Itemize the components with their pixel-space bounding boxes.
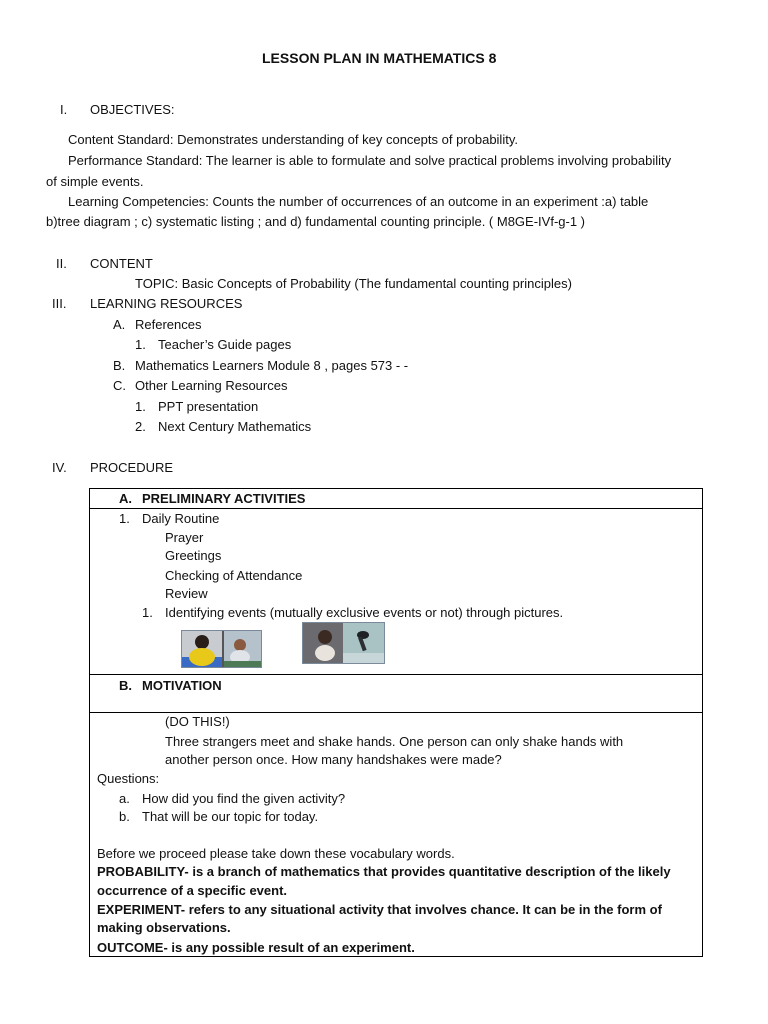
motivation-heading: MOTIVATION	[142, 678, 222, 693]
activity-line1: Three strangers meet and shake hands. One person can only shake hands with	[165, 734, 624, 749]
experiment-definition-line2: making observations.	[97, 920, 231, 935]
list-marker: A.	[119, 491, 132, 506]
table-divider	[89, 712, 703, 713]
daily-routine-label: Daily Routine	[142, 511, 220, 526]
page-title: LESSON PLAN IN MATHEMATICS 8	[262, 50, 497, 66]
performance-standard-line2: of simple events.	[46, 174, 144, 189]
section-number: III.	[52, 296, 67, 311]
list-marker: a.	[119, 791, 130, 806]
procedure-heading: PROCEDURE	[90, 460, 174, 475]
content-standard: Content Standard: Demonstrates understanding of key concepts of probability.	[68, 132, 518, 147]
list-marker: C.	[113, 378, 126, 393]
vocab-intro: Before we proceed please take down these vocabulary words.	[97, 846, 455, 861]
probability-definition-line2: occurrence of a specific event.	[97, 883, 288, 898]
list-marker: 2.	[135, 419, 146, 434]
probability-definition-line1: PROBABILITY- is a branch of mathematics that provides quantitative description of the likely	[97, 864, 671, 879]
objectives-heading: OBJECTIVES:	[90, 102, 175, 117]
teachers-guide-label: Teacher’s Guide pages	[158, 337, 292, 352]
next-century-label: Next Century Mathematics	[158, 419, 312, 434]
list-marker: 1.	[135, 337, 146, 352]
do-this-label: (DO THIS!)	[165, 714, 230, 729]
routine-item: Review	[165, 586, 208, 601]
event-picture	[181, 630, 262, 668]
performance-standard-line1: Performance Standard: The learner is able to formulate and solve practical problems involving probability	[68, 153, 672, 168]
questions-label: Questions:	[97, 771, 160, 786]
section-number: IV.	[52, 460, 67, 475]
experiment-definition-line1: EXPERIMENT- refers to any situational activity that involves chance. It can be in the form of	[97, 902, 662, 917]
outcome-definition: OUTCOME- is any possible result of an experiment.	[97, 940, 415, 955]
section-number: II.	[56, 256, 67, 271]
event-picture	[302, 622, 385, 664]
list-marker: b.	[119, 809, 130, 824]
routine-item: Greetings	[165, 548, 222, 563]
topic: TOPIC: Basic Concepts of Probability (The fundamental counting principles)	[135, 276, 572, 291]
references-label: References	[135, 317, 202, 332]
list-marker: 1.	[142, 605, 153, 620]
event-picture-graphic	[182, 631, 261, 667]
list-marker: B.	[119, 678, 132, 693]
list-marker: B.	[113, 358, 126, 373]
table-divider	[89, 674, 703, 675]
content-heading: CONTENT	[90, 256, 153, 271]
list-marker: A.	[113, 317, 126, 332]
ppt-label: PPT presentation	[158, 399, 259, 414]
table-divider	[89, 508, 703, 509]
question-a: How did you find the given activity?	[142, 791, 346, 806]
competency-line2: b)tree diagram ; c) systematic listing ; and d) fundamental counting principle. ( M8GE-IVf-g-1 )	[46, 214, 585, 229]
routine-item: Prayer	[165, 530, 204, 545]
list-marker: 1.	[119, 511, 130, 526]
resources-heading: LEARNING RESOURCES	[90, 296, 243, 311]
list-marker: 1.	[135, 399, 146, 414]
routine-item: Checking of Attendance	[165, 568, 303, 583]
learners-module-label: Mathematics Learners Module 8 , pages 573 - -	[135, 358, 409, 373]
competency-line1: Learning Competencies: Counts the number of occurrences of an outcome in an experiment :a) table	[68, 194, 649, 209]
question-b: That will be our topic for today.	[142, 809, 319, 824]
other-resources-label: Other Learning Resources	[135, 378, 288, 393]
activity-line2: another person once. How many handshakes were made?	[165, 752, 502, 767]
identify-events-label: Identifying events (mutually exclusive events or not) through pictures.	[165, 605, 564, 620]
event-picture-graphic	[303, 623, 384, 663]
preliminary-activities-heading: PRELIMINARY ACTIVITIES	[142, 491, 306, 506]
section-number: I.	[60, 102, 68, 117]
